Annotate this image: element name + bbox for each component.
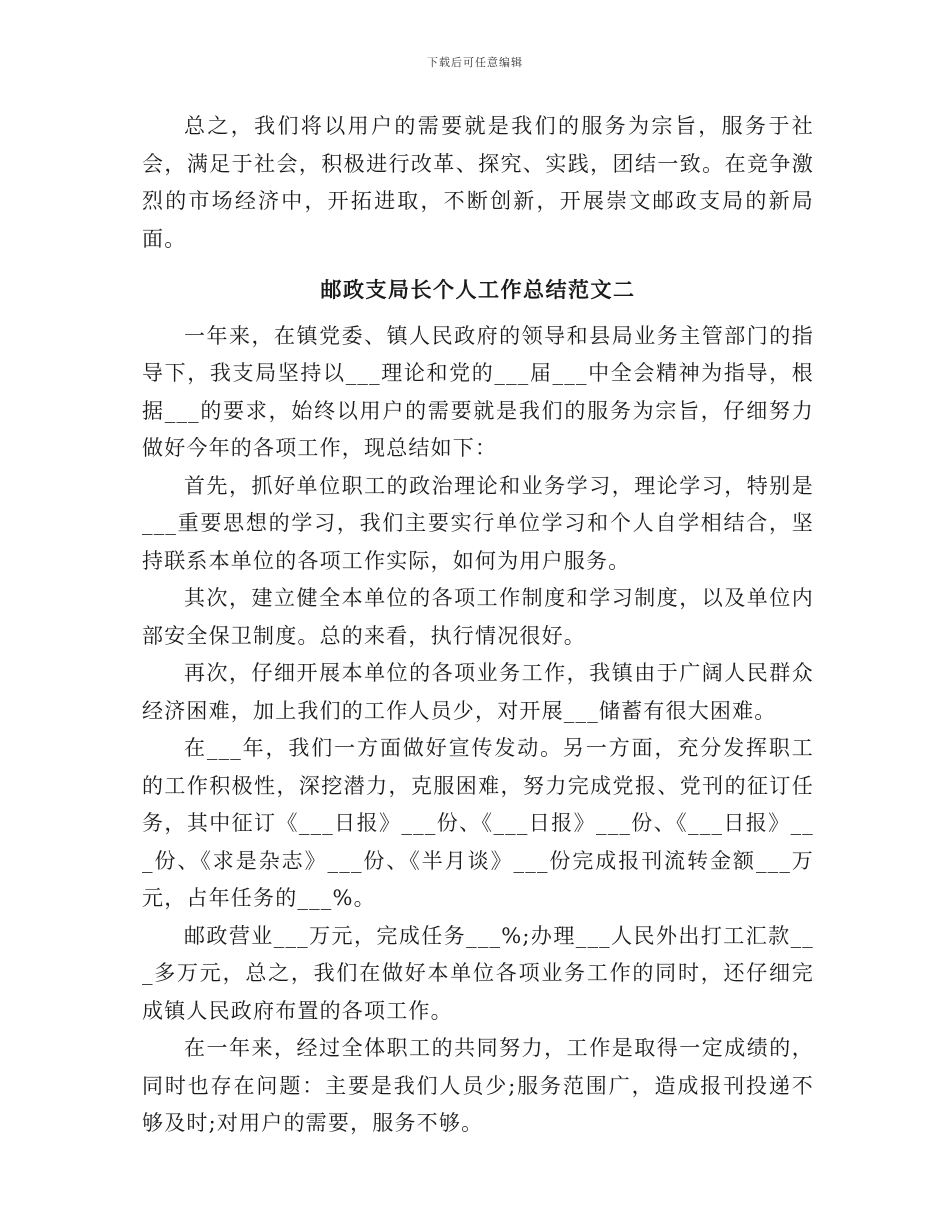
- paragraph-3: 其次，建立健全本单位的各项工作制度和学习制度，以及单位内部安全保卫制度。总的来看，执行情况很好。: [142, 586, 814, 648]
- document-body: [142, 108, 814, 1143]
- paragraph-5: 在___年，我们一方面做好宣传发动。另一方面，充分发挥职工的工作积极性，深挖潜力，克服困难，努力完成党报、党刊的征订任务，其中征订《___日报》___份、《___日报》___份、《___日报》___份、《求是杂志》___份、《半月谈》___份完成报刊流转金额___万元，占年任务的___%。: [142, 736, 814, 910]
- header-note: 下载后可任意编辑: [427, 56, 523, 69]
- paragraph-4: 再次，仔细开展本单位的各项业务工作，我镇由于广阔人民群众经济困难，加上我们的工作人员少，对开展___储蓄有很大困难。: [142, 661, 814, 723]
- section-title: 邮政支局长个人工作总结范文二: [320, 277, 636, 302]
- paragraph-2: 首先，抓好单位职工的政治理论和业务学习，理论学习，特别是___重要思想的学习，我们主要实行单位学习和个人自学相结合，坚持联系本单位的各项工作实际，如何为用户服务。: [142, 473, 814, 573]
- paragraph-7: 在一年来，经过全体职工的共同努力，工作是取得一定成绩的，同时也存在问题：主要是我们人员少;服务范围广，造成报刊投递不够及时;对用户的需要，服务不够。: [142, 1036, 814, 1135]
- paragraph-1: 一年来，在镇党委、镇人民政府的领导和县局业务主管部门的指导下，我支局坚持以___理论和党的___届___中全会精神为指导，根据___的要求，始终以用户的需要就是我们的服务为宗旨，仔细努力做好今年的各项工作，现总结如下：: [142, 323, 814, 460]
- intro-paragraph: 总之，我们将以用户的需要就是我们的服务为宗旨，服务于社会，满足于社会，积极进行改革、探究、实践，团结一致。在竞争激烈的市场经济中，开拓进取，不断创新，开展崇文邮政支局的新局面。: [142, 114, 814, 251]
- paragraph-6: 邮政营业___万元，完成任务___%;办理___人民外出打工汇款___多万元，总之，我们在做好本单位各项业务工作的同时，还仔细完成镇人民政府布置的各项工作。: [142, 923, 814, 1023]
